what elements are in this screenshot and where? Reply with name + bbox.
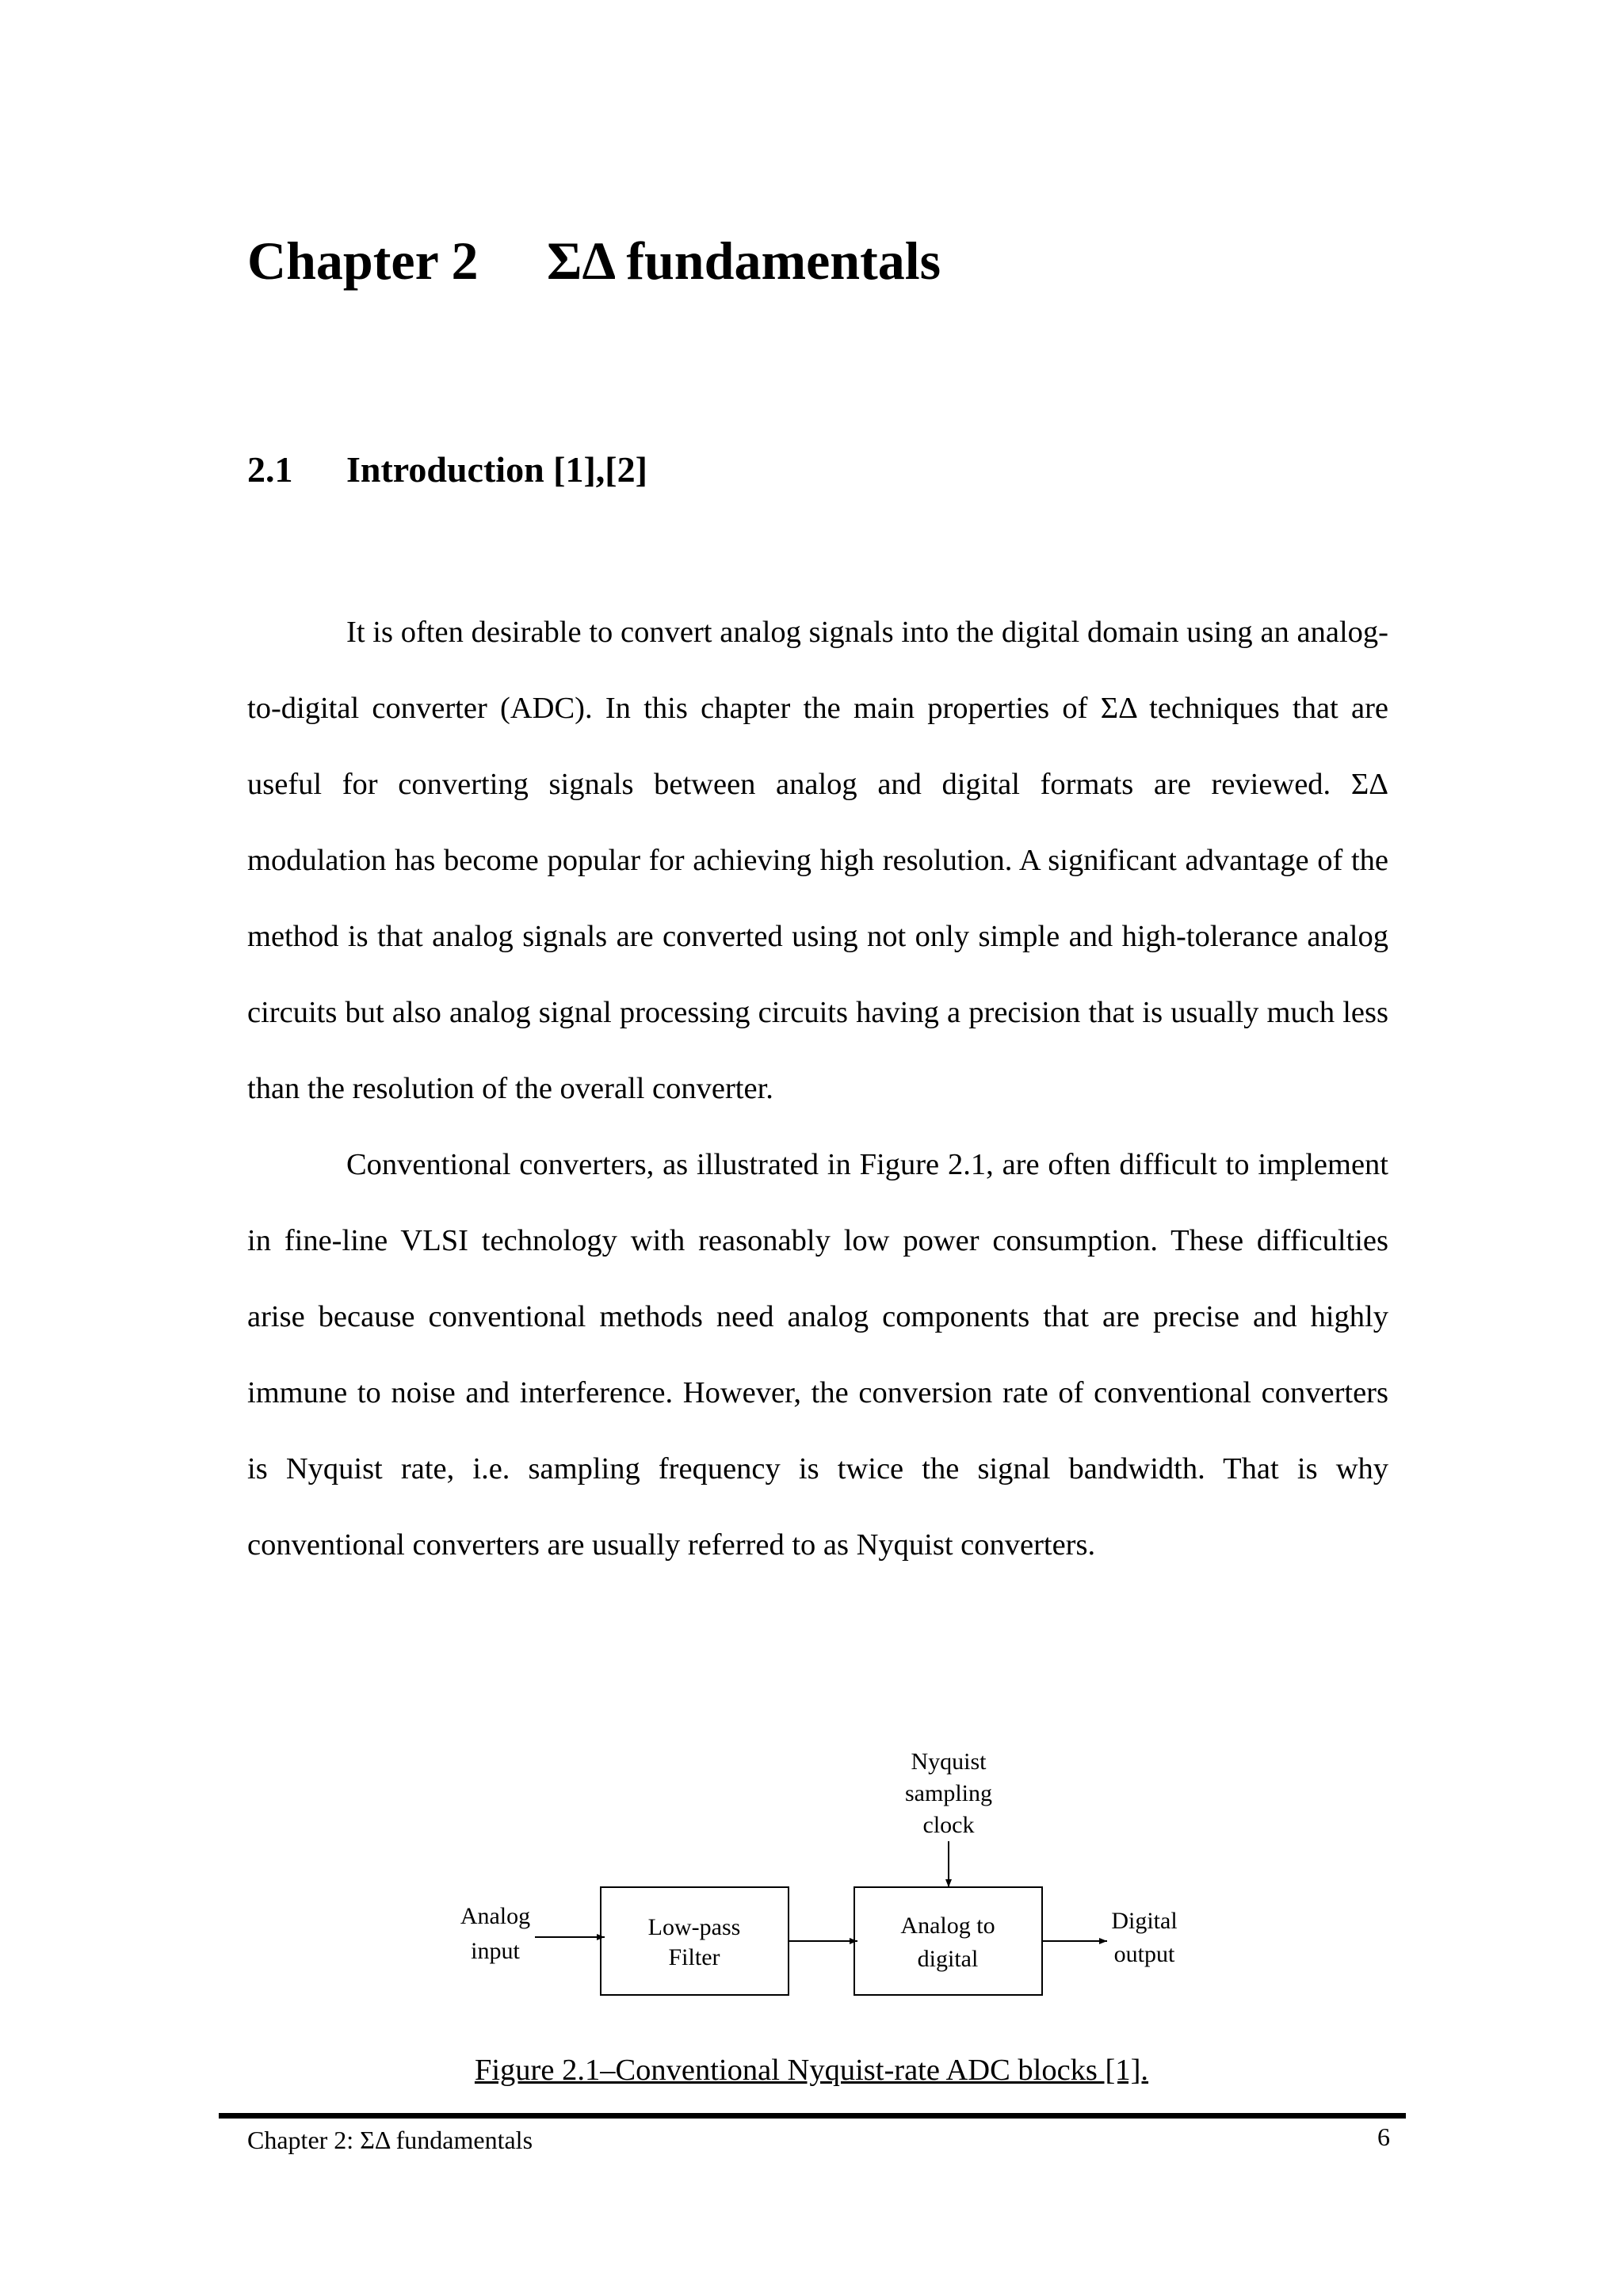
input-label-line1: Analog: [460, 1903, 531, 1929]
body-text: [247, 594, 1388, 1583]
footer-chapter-label: Chapter 2: ΣΔ fundamentals: [247, 2126, 533, 2154]
page-number: 6: [1377, 2122, 1390, 2151]
chapter-name: ΣΔ fundamentals: [547, 231, 941, 291]
clock-label-line1: Nyquist: [911, 1749, 987, 1775]
clock-label-line2: sampling: [905, 1780, 992, 1806]
diagram-svg: [444, 1743, 1205, 2012]
block2-label-line1: Analog to: [900, 1913, 995, 1939]
low-pass-filter-block: [601, 1887, 789, 1995]
figure-caption: Figure 2.1–Conventional Nyquist-rate ADC blocks [1].: [474, 2054, 1149, 2087]
analog-to-digital-block: [854, 1887, 1042, 1995]
adc-block-diagram: [444, 1743, 1205, 2012]
section-heading: [247, 450, 647, 490]
block1-label-line2: Filter: [668, 1944, 720, 1970]
block1-label-line1: Low-pass: [647, 1914, 741, 1940]
input-label-line2: input: [471, 1938, 520, 1964]
paragraph: Conventional converters, as illustrated in Figure 2.1, are often difficult to implement in fine-line VLSI technology with reasonably low power consumption. These difficulties arise because conventional methods need analog components that are precise and highly immune to noise and interference. However, the conversion rate of conventional converters is Nyquist rate, i.e. sampling frequency is twice the signal bandwidth. That is why conventional converters are usually referred to as Nyquist converters.: [247, 1148, 1388, 1562]
clock-label-line3: clock: [922, 1812, 975, 1838]
paragraph: It is often desirable to convert analog signals into the digital domain using an analog-to-digital converter (ADC). In this chapter the main properties of ΣΔ techniques that are useful for converting signals between analog and digital formats are reviewed. ΣΔ modulation has become popular for achieving high resolution. A significant advantage of the method is that analog signals are converted using not only simple and high-tolerance analog circuits but also analog signal processing circuits having a precision that is usually much less than the resolution of the overall converter.: [247, 616, 1388, 1105]
chapter-number: Chapter 2: [247, 231, 479, 291]
section-title: Introduction [1],[2]: [346, 449, 647, 490]
section-number: 2.1: [247, 449, 293, 490]
block2-label-line2: digital: [917, 1946, 979, 1972]
chapter-title: [247, 231, 941, 291]
output-label-line1: Digital: [1111, 1908, 1178, 1934]
output-label-line2: output: [1113, 1941, 1175, 1967]
footer-divider: [219, 2113, 1406, 2119]
